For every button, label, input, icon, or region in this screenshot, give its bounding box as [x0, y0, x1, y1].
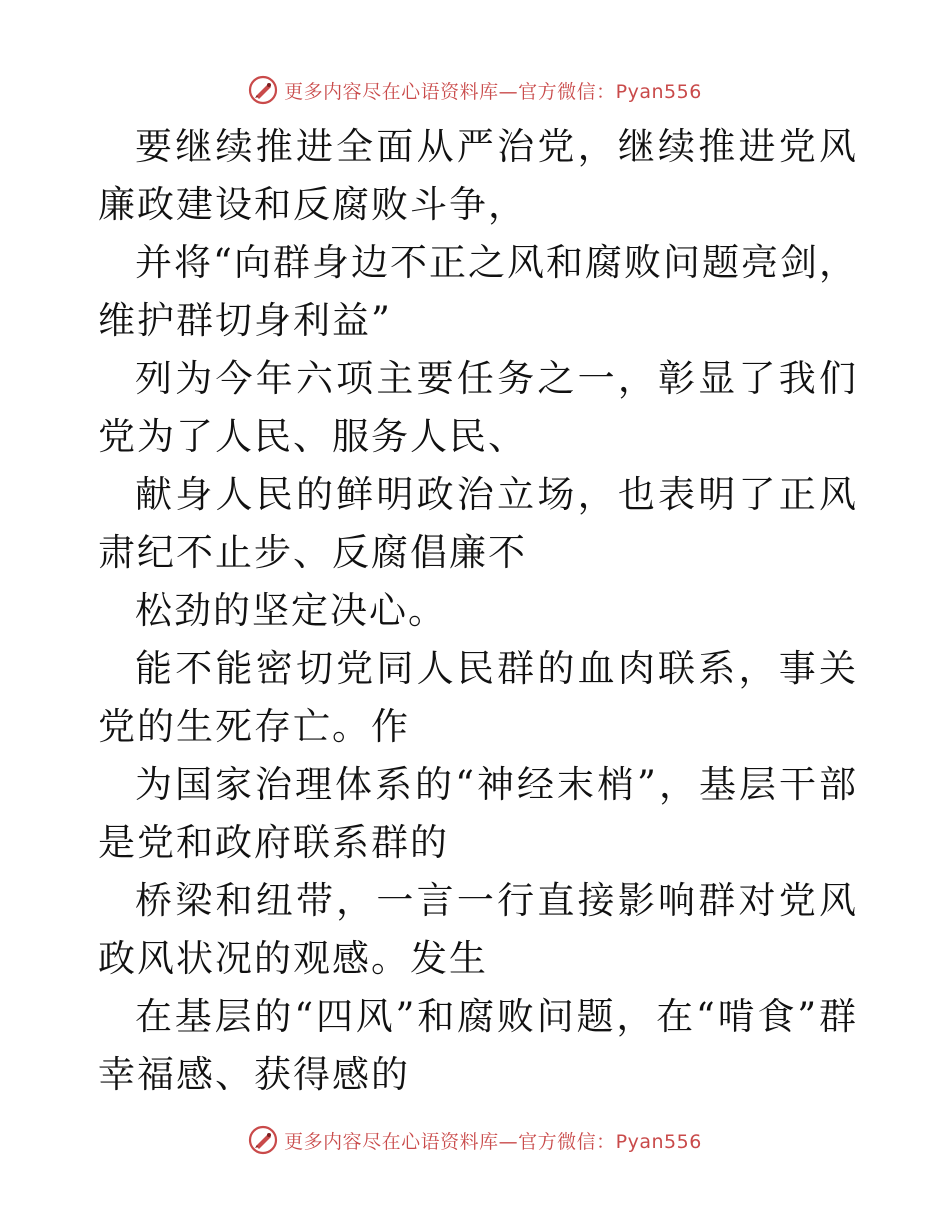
paragraph-8: 桥梁和纽带，一言一行直接影响群对党风政风状况的观感。发生	[98, 879, 858, 980]
paragraph-6: 能不能密切党同人民群的血肉联系，事关党的生死存亡。作	[98, 647, 858, 748]
paragraph-5: 松劲的坚定决心。	[135, 589, 447, 632]
document-body	[98, 118, 858, 1104]
paragraph-3: 列为今年六项主要任务之一，彰显了我们党为了人民、服务人民、	[98, 357, 858, 458]
paragraph-9: 在基层的“四风”和腐败问题，在“啃食”群幸福感、获得感的	[98, 995, 858, 1096]
paragraph-7: 为国家治理体系的“神经末梢”，基层干部是党和政府联系群的	[98, 763, 858, 864]
paragraph-2: 并将“向群身边不正之风和腐败问题亮剑，维护群切身利益”	[98, 241, 858, 342]
quill-seal-icon	[248, 1125, 278, 1155]
paragraph-4: 献身人民的鲜明政治立场，也表明了正风肃纪不止步、反腐倡廉不	[98, 473, 858, 574]
paragraph-1: 要继续推进全面从严治党，继续推进党风廉政建设和反腐败斗争，	[98, 125, 858, 226]
header-banner-text: 更多内容尽在心语资料库—官方微信：Pyan556	[284, 80, 702, 103]
footer-banner-text: 更多内容尽在心语资料库—官方微信：Pyan556	[284, 1130, 702, 1153]
footer-banner	[0, 1120, 950, 1160]
quill-seal-icon	[248, 75, 278, 105]
header-banner	[0, 70, 950, 110]
